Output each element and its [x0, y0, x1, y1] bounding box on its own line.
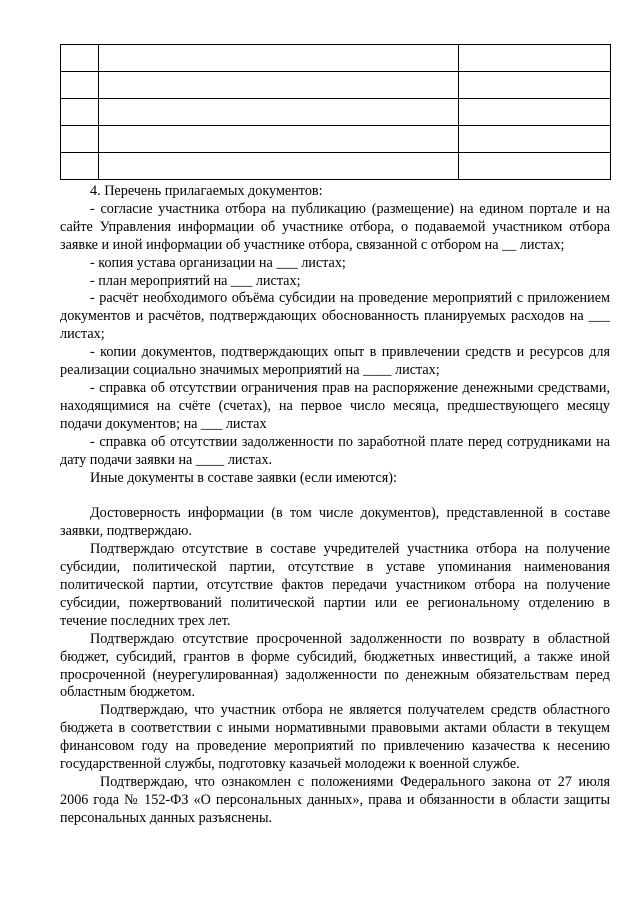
table-cell	[459, 153, 611, 180]
table-cell	[99, 99, 459, 126]
confirmation-paragraph: Подтверждаю отсутствие в составе учредителей участника отбора на получение субсидии, политической партии, отсутствие в уставе упоминания наименования политической партии, отсутствие фактов передачи участником отбора на получение субсидии, пожертвований политической партии или ее региональному отделению в течение последних трех лет.	[60, 541, 610, 629]
table-cell	[459, 45, 611, 72]
list-item: - справка об отсутствии ограничения прав на распоряжение денежными средствами, находящимися на счёте (счетах), на первое число месяца, предшествующего месяцу подачи документов; на ___ листах	[60, 379, 610, 432]
document-body	[60, 183, 610, 828]
confirmation-paragraph: Подтверждаю, что ознакомлен с положениями Федерального закона от 27 июля 2006 года № 152-ФЗ «О персональных данных», права и обязанности в области защиты персональных данных разъяснены.	[60, 774, 610, 826]
table-cell	[61, 45, 99, 72]
table-cell	[459, 126, 611, 153]
table-row	[61, 72, 611, 99]
list-item: - расчёт необходимого объёма субсидии на проведение мероприятий с приложением документов и расчётов, подтверждающих обоснованность планируемых расходов на ___ листах;	[60, 290, 610, 343]
list-item: - план мероприятий на ___ листах;	[90, 272, 301, 289]
table-cell	[61, 153, 99, 180]
table-cell	[99, 45, 459, 72]
table-cell	[61, 72, 99, 99]
list-item: - копии документов, подтверждающих опыт в привлечении средств и ресурсов для реализации социально значимых мероприятий на ____ листах;	[60, 344, 610, 379]
confirmation-paragraph: Подтверждаю, что участник отбора не является получателем средств областного бюджета в соответствии с иными нормативными правовыми актами области в текущем финансовом году на проведение мероприятий по привлечению казачества к несению государственной службы, подготовку казачьей молодежи к военной службе.	[60, 702, 610, 773]
table-row	[61, 153, 611, 180]
table-row	[61, 126, 611, 153]
list-item: - справка об отсутствии задолженности по заработной плате перед сотрудниками на дату подачи заявки на ____ листах.	[60, 433, 610, 468]
blank-table	[60, 44, 611, 180]
spacer	[60, 487, 610, 505]
confirmation-paragraph: Подтверждаю отсутствие просроченной задолженности по возврату в областной бюджет, субсидий, грантов в форме субсидий, бюджетных инвестиций, а также иной просроченной (неурегулированная) задолженности по денежным обязательствам перед областным бюджетом.	[60, 630, 610, 701]
section-heading: 4. Перечень прилагаемых документов:	[90, 183, 323, 199]
table-cell	[61, 126, 99, 153]
table-row	[61, 45, 611, 72]
list-item: - копия устава организации на ___ листах;	[90, 254, 346, 271]
table-cell	[459, 99, 611, 126]
table-cell	[459, 72, 611, 99]
table-cell	[61, 99, 99, 126]
table-cell	[99, 153, 459, 180]
other-docs-label: Иные документы в составе заявки (если имеются):	[90, 469, 397, 486]
table-row	[61, 99, 611, 126]
list-item: - согласие участника отбора на публикацию (размещение) на едином портале и на сайте Управления информации об участнике отбора, о подаваемой участником отбора заявке и иной информации об участнике отбора, связанной с отбором на __ листах;	[60, 200, 610, 253]
confirmation-paragraph: Достоверность информации (в том числе документов), представленной в составе заявки, подтверждаю.	[60, 505, 610, 540]
table-cell	[99, 126, 459, 153]
table-cell	[99, 72, 459, 99]
